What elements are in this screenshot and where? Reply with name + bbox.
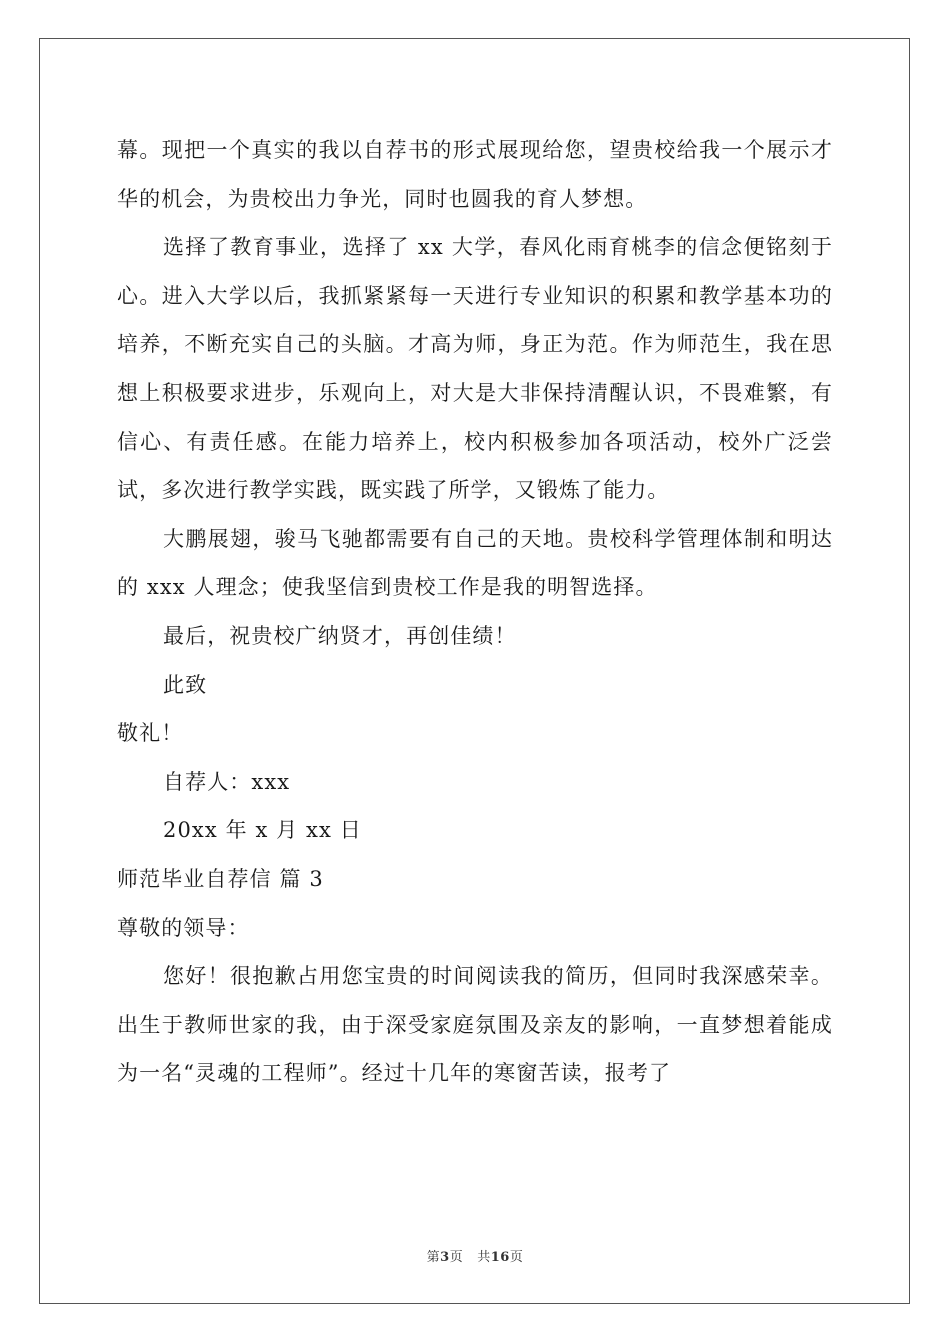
footer-total-suffix: 页 (509, 1250, 524, 1265)
footer-page-prefix: 第 (426, 1250, 441, 1265)
page-footer (0, 1246, 950, 1265)
paragraph-continuation: 幕。现把一个真实的我以自荐书的形式展现给您，望贵校给我一个展示才华的机会，为贵校出力争光，同时也圆我的育人梦想。 (117, 138, 833, 211)
document-body (117, 126, 833, 1098)
salutation-cizhi: 此致 (163, 672, 208, 697)
footer-page-mid: 页 (449, 1250, 464, 1265)
paragraph-education: 选择了教育事业，选择了 xx 大学，春风化雨育桃李的信念便铭刻于心。进入大学以后，我抓紧紧每一天进行专业知识的积累和教学基本功的培养，不断充实自己的头脑。才高为师，身正为范。作为师范生，我在思想上积极要求进步，乐观向上，对大是大非保持清醒认识，不畏难繁，有信心、有责任感。在能力培养上，校内积极参加各项活动，校外广泛尝试，多次进行教学实践，既实践了所学，又锻炼了能力。 (117, 235, 833, 503)
footer-page-current: 3 (440, 1250, 450, 1265)
paragraph-intro: 您好！很抱歉占用您宝贵的时间阅读我的简历，但同时我深感荣幸。出生于教师世家的我，由于深受家庭氛围及亲友的影响，一直梦想着能成为一名“灵魂的工程师”。经过十几年的寒窗苦读，报考了 (117, 964, 833, 1086)
section-heading: 师范毕业自荐信 篇 3 (117, 866, 324, 891)
paragraph-closing-wish: 最后，祝贵校广纳贤才，再创佳绩！ (163, 623, 517, 648)
date-line: 20xx 年 x 月 xx 日 (163, 818, 362, 843)
paragraph-school-choice: 大鹏展翅，骏马飞驰都需要有自己的天地。贵校科学管理体制和明达的 xxx 人理念；使我坚信到贵校工作是我的明智选择。 (117, 526, 833, 600)
greeting-line: 尊敬的领导： (117, 915, 250, 940)
footer-page-total: 16 (490, 1250, 510, 1265)
footer-total-prefix: 共 (477, 1250, 491, 1265)
signature-line: 自荐人：xxx (163, 769, 291, 794)
salutation-jingli: 敬礼！ (117, 721, 184, 746)
